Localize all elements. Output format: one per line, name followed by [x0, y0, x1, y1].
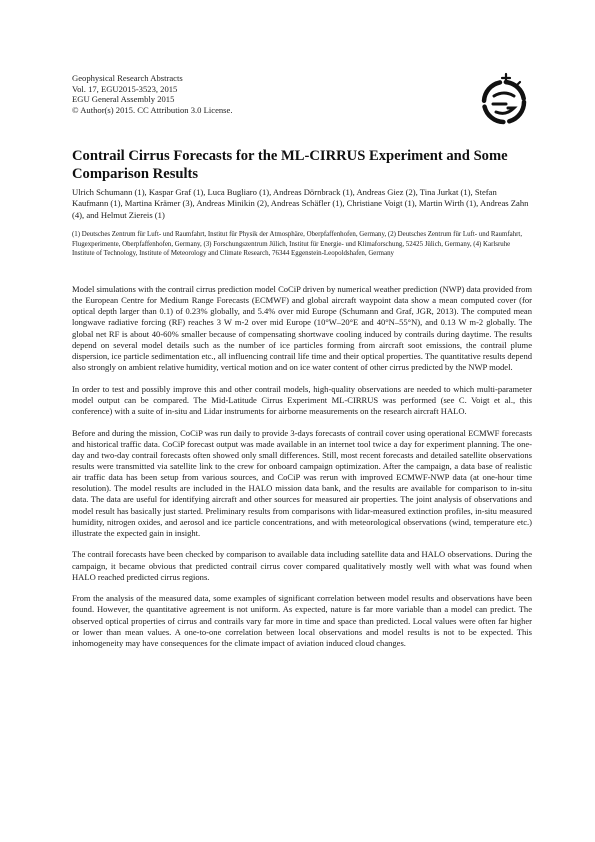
abstract-body	[72, 284, 532, 659]
paragraph: The contrail forecasts have been checked by comparison to available data including satellite data and HALO observations. During the campaign, it became obvious that predicted contrail cirrus cover compared qualitatively mostly well with what was found when HALO reached predicted cirrus regions.	[72, 549, 532, 582]
affiliations: (1) Deutsches Zentrum für Luft- und Raumfahrt, Institut für Physik der Atmosphäre, Oberpfaffenhofen, Germany, (2) Deutsches Zentrum für Luft- und Raumfahrt, Flugexperimente, Oberpfaffenhofen, Germany, (3) Forschungszentrum Jülich, Institut für Energie- und Klimaforschung, 52425 Jülich, Germany, (4) Karlsruhe Institute of Technology, Institute of Meteorology and Climate Research, 76344 Eggenstein-Leopoldshafen, Germany	[72, 231, 523, 258]
assembly-name: EGU General Assembly 2015	[72, 94, 175, 105]
egu-logo-icon	[476, 70, 532, 130]
journal-header	[72, 73, 233, 116]
paragraph: From the analysis of the measured data, some examples of significant correlation between model results and observations have been found. However, the quantitative agreement is not uniform. As expected, nature is far more variable than a model can predict. The observed optical properties of cirrus and contrails vary far more in time and space than predicted. Local values were often far higher or lower than mean values. A one-to-one correlation between local observations and model results is not to be expected. This inhomogeneity may have consequences for the climate impact of aviation induced cloud changes.	[72, 593, 532, 648]
paragraph: Model simulations with the contrail cirrus prediction model CoCiP driven by numerical weather prediction (NWP) data provided from the European Centre for Medium Range Forecasts (ECMWF) and global aircraft waypoint data show a mean computed cover (for optical depth larger than 0.1) of 0.23% globally, and 5.4% over mid Europe (Schumann and Graf, JGR, 2013). The computed mean longwave radiative forcing (RF) reaches 3 W m-2 over mid Europe (10°W–20°E and 40°N–55°N), and 0.13 W m-2 globally. The global net RF is about 40-60% smaller because of compensating shortwave cooling induced by contrails during daytime. The results depend on several model details such as the number of ice particles forming from aircraft soot emissions, the contrail plume dispersion, ice particle sedimentation etc., all influencing contrail life time and their optical properties. The quantitative results depend also strongly on ambient relative humidity, vertical motion and on ice water content of other cirrus predicted by the NWP model.	[72, 284, 532, 373]
author-list: Ulrich Schumann (1), Kaspar Graf (1), Luca Bugliaro (1), Andreas Dörnbrack (1), Andreas Giez (2), Tina Jurkat (1), Stefan Kaufmann (1), Martina Krämer (3), Andreas Minikin (2), Andreas Schäfler (1), Christiane Voigt (1), Martin Wirth (1), Andreas Zahn (4), and Helmut Ziereis (1)	[72, 187, 529, 220]
paper-title: Contrail Cirrus Forecasts for the ML-CIRRUS Experiment and Some Comparison Results	[72, 148, 508, 182]
paragraph: In order to test and possibly improve this and other contrail models, high-quality observations are needed to which multi-parameter model output can be compared. The Mid-Latitude Cirrus Experiment ML-CIRRUS was performed (see C. Voigt et al., this conference) with a suite of in-situ and Lidar instruments for airborne measurements on the research aircraft HALO.	[72, 383, 532, 416]
journal-name: Geophysical Research Abstracts	[72, 73, 183, 83]
journal-volume: Vol. 17, EGU2015-3523, 2015	[72, 83, 178, 94]
paragraph: Before and during the mission, CoCiP was run daily to provide 3-days forecasts of contrail cover using operational ECMWF forecasts and historical traffic data. CoCiP forecast output was made available in an internet tool twice a day for experiment planning. The one-day and two-day contrail forecasts often showed only small differences. Still, most recent forecasts and detailed satellite observations results were transmitted via satellite link to the crew for onboard campaign optimization. After the campaign, a data base of realistic air traffic data has been setup from various sources, and CoCiP was rerun with improved ECMWF-NWP data (at one-hour time resolution). The model results are included in the HALO mission data bank, and the results are available for comparison to in-situ data. The data are useful for identifying aircraft and other sources for measured air properties. The joint analysis of observations and model result has basically just started. Preliminary results from comparisons with lidar-measured extinction profiles, in-situ measured humidity, nitrogen oxides, and aerosol and ice particle concentrations, and with meteorological observations (wind, temperature etc.) illustrate the expected gain in insight.	[72, 427, 532, 538]
egu-logo-graphic	[476, 70, 532, 130]
license-line: © Author(s) 2015. CC Attribution 3.0 License.	[72, 105, 233, 116]
